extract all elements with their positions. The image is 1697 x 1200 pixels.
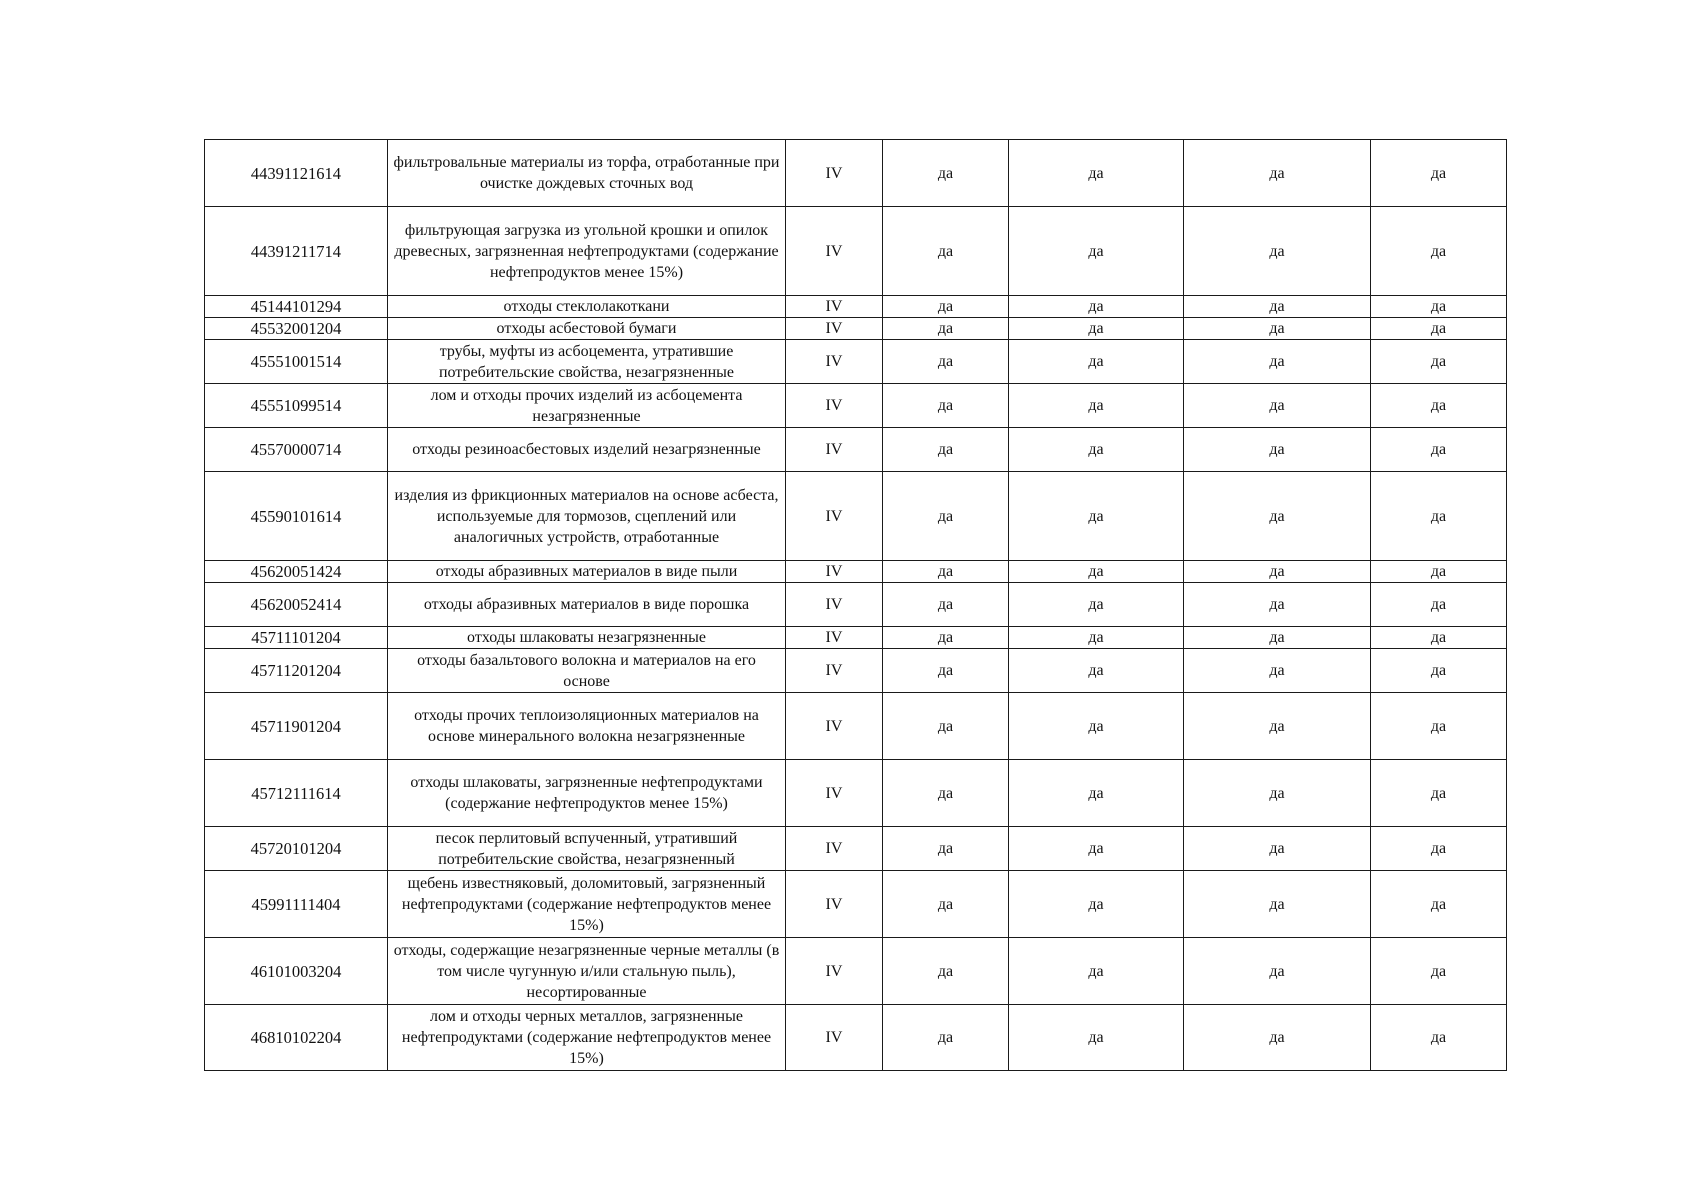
flag-cell-7: да <box>1371 1005 1507 1071</box>
waste-code-cell: 45712111614 <box>205 760 388 827</box>
waste-code-cell: 45551099514 <box>205 384 388 428</box>
flag-cell-5: да <box>1009 627 1184 649</box>
flag-cell-4: да <box>883 1005 1009 1071</box>
table-row <box>205 140 1507 207</box>
flag-cell-6: да <box>1184 1005 1371 1071</box>
flag-cell-4: да <box>883 583 1009 627</box>
flag-cell-4: да <box>883 340 1009 384</box>
flag-cell-5: да <box>1009 1005 1184 1071</box>
flag-cell-7: да <box>1371 693 1507 760</box>
flag-cell-6: да <box>1184 472 1371 561</box>
table-row <box>205 1005 1507 1071</box>
flag-cell-5: да <box>1009 649 1184 693</box>
flag-cell-5: да <box>1009 296 1184 318</box>
flag-cell-7: да <box>1371 583 1507 627</box>
flag-cell-7: да <box>1371 871 1507 938</box>
table-row <box>205 207 1507 296</box>
waste-name-cell: песок перлитовый вспученный, утративший потребительские свойства, незагрязненный <box>388 827 786 871</box>
flag-cell-4: да <box>883 561 1009 583</box>
hazard-class-cell: IV <box>786 827 883 871</box>
flag-cell-5: да <box>1009 827 1184 871</box>
flag-cell-5: да <box>1009 871 1184 938</box>
waste-code-cell: 45620052414 <box>205 583 388 627</box>
hazard-class-cell: IV <box>786 207 883 296</box>
table-row <box>205 296 1507 318</box>
waste-name-cell: отходы абразивных материалов в виде порошка <box>388 583 786 627</box>
table-row <box>205 583 1507 627</box>
waste-name-cell: отходы асбестовой бумаги <box>388 318 786 340</box>
flag-cell-6: да <box>1184 561 1371 583</box>
flag-cell-5: да <box>1009 140 1184 207</box>
flag-cell-5: да <box>1009 760 1184 827</box>
flag-cell-7: да <box>1371 318 1507 340</box>
table-row <box>205 938 1507 1005</box>
waste-name-cell: щебень известняковый, доломитовый, загрязненный нефтепродуктами (содержание нефтепродуктов менее 15%) <box>388 871 786 938</box>
hazard-class-cell: IV <box>786 760 883 827</box>
flag-cell-4: да <box>883 871 1009 938</box>
waste-code-cell: 46101003204 <box>205 938 388 1005</box>
hazard-class-cell: IV <box>786 1005 883 1071</box>
flag-cell-7: да <box>1371 384 1507 428</box>
flag-cell-5: да <box>1009 561 1184 583</box>
waste-name-cell: фильтрующая загрузка из угольной крошки и опилок древесных, загрязненная нефтепродуктами (содержание нефтепродуктов менее 15%) <box>388 207 786 296</box>
table-row <box>205 340 1507 384</box>
waste-code-cell: 45720101204 <box>205 827 388 871</box>
flag-cell-6: да <box>1184 207 1371 296</box>
flag-cell-4: да <box>883 627 1009 649</box>
flag-cell-6: да <box>1184 649 1371 693</box>
waste-code-cell: 45144101294 <box>205 296 388 318</box>
flag-cell-7: да <box>1371 296 1507 318</box>
waste-name-cell: отходы базальтового волокна и материалов на его основе <box>388 649 786 693</box>
waste-code-cell: 45570000714 <box>205 428 388 472</box>
table-row <box>205 428 1507 472</box>
flag-cell-7: да <box>1371 140 1507 207</box>
flag-cell-7: да <box>1371 207 1507 296</box>
table-row <box>205 871 1507 938</box>
hazard-class-cell: IV <box>786 384 883 428</box>
flag-cell-4: да <box>883 428 1009 472</box>
waste-name-cell: лом и отходы прочих изделий из асбоцемента незагрязненные <box>388 384 786 428</box>
flag-cell-4: да <box>883 384 1009 428</box>
hazard-class-cell: IV <box>786 140 883 207</box>
table-row <box>205 384 1507 428</box>
waste-code-cell: 45590101614 <box>205 472 388 561</box>
flag-cell-7: да <box>1371 627 1507 649</box>
flag-cell-6: да <box>1184 318 1371 340</box>
waste-code-cell: 45551001514 <box>205 340 388 384</box>
waste-code-cell: 45991111404 <box>205 871 388 938</box>
flag-cell-5: да <box>1009 472 1184 561</box>
table-row <box>205 472 1507 561</box>
waste-name-cell: отходы абразивных материалов в виде пыли <box>388 561 786 583</box>
table-row <box>205 561 1507 583</box>
hazard-class-cell: IV <box>786 561 883 583</box>
flag-cell-4: да <box>883 827 1009 871</box>
flag-cell-6: да <box>1184 583 1371 627</box>
waste-code-cell: 45620051424 <box>205 561 388 583</box>
flag-cell-7: да <box>1371 472 1507 561</box>
waste-name-cell: лом и отходы черных металлов, загрязненные нефтепродуктами (содержание нефтепродуктов менее 15%) <box>388 1005 786 1071</box>
waste-name-cell: фильтровальные материалы из торфа, отработанные при очистке дождевых сточных вод <box>388 140 786 207</box>
waste-table <box>204 139 1507 1071</box>
hazard-class-cell: IV <box>786 938 883 1005</box>
table-row <box>205 760 1507 827</box>
flag-cell-5: да <box>1009 938 1184 1005</box>
table-row <box>205 827 1507 871</box>
hazard-class-cell: IV <box>786 340 883 384</box>
hazard-class-cell: IV <box>786 693 883 760</box>
flag-cell-6: да <box>1184 296 1371 318</box>
hazard-class-cell: IV <box>786 627 883 649</box>
waste-code-cell: 45711901204 <box>205 693 388 760</box>
waste-code-cell: 44391211714 <box>205 207 388 296</box>
flag-cell-4: да <box>883 649 1009 693</box>
waste-code-cell: 44391121614 <box>205 140 388 207</box>
flag-cell-5: да <box>1009 428 1184 472</box>
waste-name-cell: отходы, содержащие незагрязненные черные металлы (в том числе чугунную и/или стальную пыль), несортированные <box>388 938 786 1005</box>
table-row <box>205 649 1507 693</box>
waste-code-cell: 45711201204 <box>205 649 388 693</box>
table-row <box>205 318 1507 340</box>
waste-name-cell: отходы шлаковаты незагрязненные <box>388 627 786 649</box>
flag-cell-6: да <box>1184 384 1371 428</box>
flag-cell-6: да <box>1184 340 1371 384</box>
flag-cell-6: да <box>1184 693 1371 760</box>
flag-cell-4: да <box>883 472 1009 561</box>
hazard-class-cell: IV <box>786 428 883 472</box>
hazard-class-cell: IV <box>786 296 883 318</box>
flag-cell-5: да <box>1009 384 1184 428</box>
waste-name-cell: отходы резиноасбестовых изделий незагрязненные <box>388 428 786 472</box>
flag-cell-7: да <box>1371 827 1507 871</box>
flag-cell-6: да <box>1184 428 1371 472</box>
waste-name-cell: трубы, муфты из асбоцемента, утратившие потребительские свойства, незагрязненные <box>388 340 786 384</box>
flag-cell-7: да <box>1371 938 1507 1005</box>
waste-name-cell: отходы стеклолакоткани <box>388 296 786 318</box>
flag-cell-5: да <box>1009 318 1184 340</box>
flag-cell-4: да <box>883 938 1009 1005</box>
flag-cell-6: да <box>1184 140 1371 207</box>
table-row <box>205 693 1507 760</box>
flag-cell-5: да <box>1009 207 1184 296</box>
flag-cell-6: да <box>1184 938 1371 1005</box>
flag-cell-6: да <box>1184 627 1371 649</box>
flag-cell-5: да <box>1009 583 1184 627</box>
table-row <box>205 627 1507 649</box>
flag-cell-7: да <box>1371 340 1507 384</box>
waste-name-cell: отходы прочих теплоизоляционных материалов на основе минерального волокна незагрязненные <box>388 693 786 760</box>
hazard-class-cell: IV <box>786 649 883 693</box>
flag-cell-4: да <box>883 207 1009 296</box>
hazard-class-cell: IV <box>786 871 883 938</box>
hazard-class-cell: IV <box>786 583 883 627</box>
flag-cell-5: да <box>1009 693 1184 760</box>
flag-cell-7: да <box>1371 649 1507 693</box>
flag-cell-7: да <box>1371 760 1507 827</box>
flag-cell-4: да <box>883 140 1009 207</box>
flag-cell-4: да <box>883 296 1009 318</box>
waste-name-cell: отходы шлаковаты, загрязненные нефтепродуктами (содержание нефтепродуктов менее 15%) <box>388 760 786 827</box>
waste-code-cell: 45532001204 <box>205 318 388 340</box>
hazard-class-cell: IV <box>786 318 883 340</box>
flag-cell-6: да <box>1184 827 1371 871</box>
waste-code-cell: 45711101204 <box>205 627 388 649</box>
flag-cell-4: да <box>883 760 1009 827</box>
table-body <box>205 140 1507 1071</box>
flag-cell-7: да <box>1371 428 1507 472</box>
flag-cell-7: да <box>1371 561 1507 583</box>
flag-cell-4: да <box>883 693 1009 760</box>
flag-cell-4: да <box>883 318 1009 340</box>
waste-name-cell: изделия из фрикционных материалов на основе асбеста, используемые для тормозов, сцеплений или аналогичных устройств, отработанные <box>388 472 786 561</box>
flag-cell-5: да <box>1009 340 1184 384</box>
waste-code-cell: 46810102204 <box>205 1005 388 1071</box>
hazard-class-cell: IV <box>786 472 883 561</box>
flag-cell-6: да <box>1184 760 1371 827</box>
flag-cell-6: да <box>1184 871 1371 938</box>
